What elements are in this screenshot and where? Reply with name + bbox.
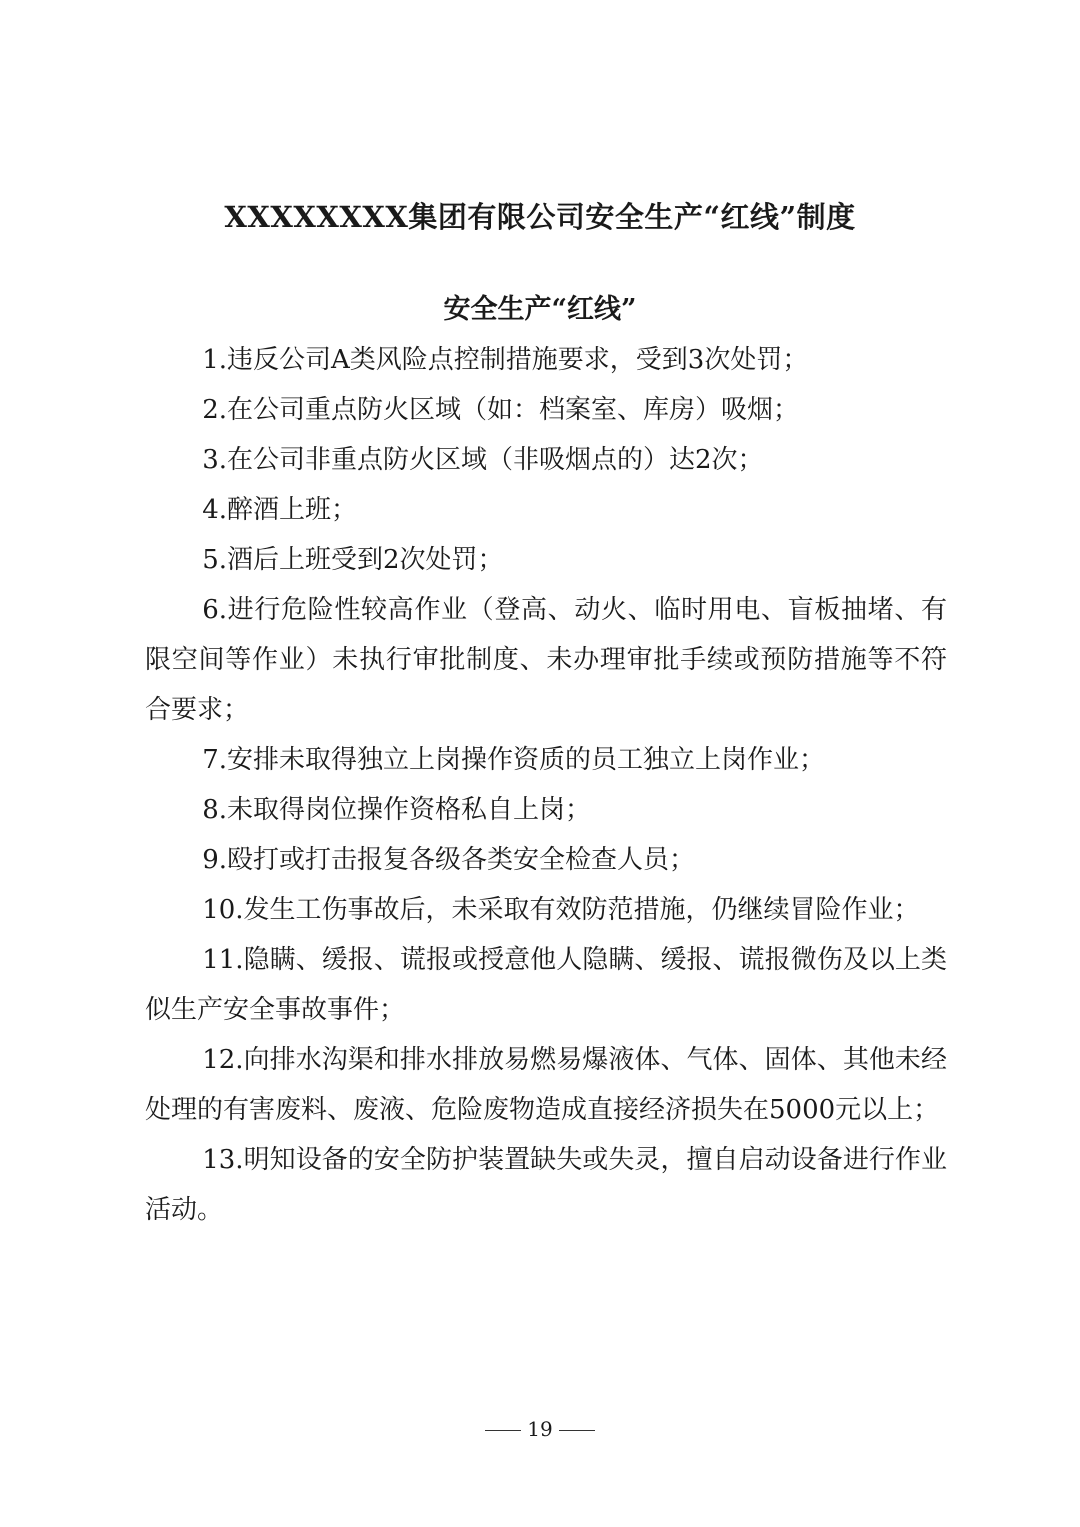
rule-item: 1.违反公司A类风险点控制措施要求，受到3次处罚；: [202, 345, 809, 375]
rule-item: 5.酒后上班受到2次处罚；: [202, 545, 504, 575]
rule-item: 9.殴打或打击报复各级各类安全检查人员；: [202, 845, 695, 875]
section-title: 安全生产“红线”: [443, 294, 637, 325]
rule-item: 10.发生工伤事故后，未采取有效防范措施，仍继续冒险作业；: [202, 895, 920, 925]
rule-item: 12.向排水沟渠和排水排放易燃易爆液体、气体、固体、其他未经处理的有害废料、废液、危险废物造成直接经济损失在5000元以上；: [145, 1045, 947, 1125]
rule-list: [145, 335, 947, 1235]
footer-dash-right: [559, 1430, 595, 1431]
rule-item: 13.明知设备的安全防护装置缺失或失灵，擅自启动设备进行作业活动。: [145, 1145, 947, 1225]
rule-item: 7.安排未取得独立上岗操作资质的员工独立上岗作业；: [202, 745, 825, 775]
page-number: 19: [527, 1417, 553, 1441]
rule-item: 8.未取得岗位操作资格私自上岗；: [202, 795, 591, 825]
footer-dash-left: [485, 1430, 521, 1431]
rule-item: 3.在公司非重点防火区域（非吸烟点的）达2次；: [202, 445, 764, 475]
rule-item: 4.醉酒上班；: [202, 495, 357, 525]
page-footer: [0, 1414, 1080, 1444]
rule-item: 6.进行危险性较高作业（登高、动火、临时用电、盲板抽堵、有限空间等作业）未执行审批制度、未办理审批手续或预防措施等不符合要求；: [145, 595, 947, 725]
rule-item: 2.在公司重点防火区域（如：档案室、库房）吸烟；: [202, 395, 799, 425]
rule-item: 11.隐瞒、缓报、谎报或授意他人隐瞒、缓报、谎报微伤及以上类似生产安全事故事件；: [145, 945, 947, 1025]
document-title: XXXXXXXX集团有限公司安全生产“红线”制度: [224, 200, 856, 234]
